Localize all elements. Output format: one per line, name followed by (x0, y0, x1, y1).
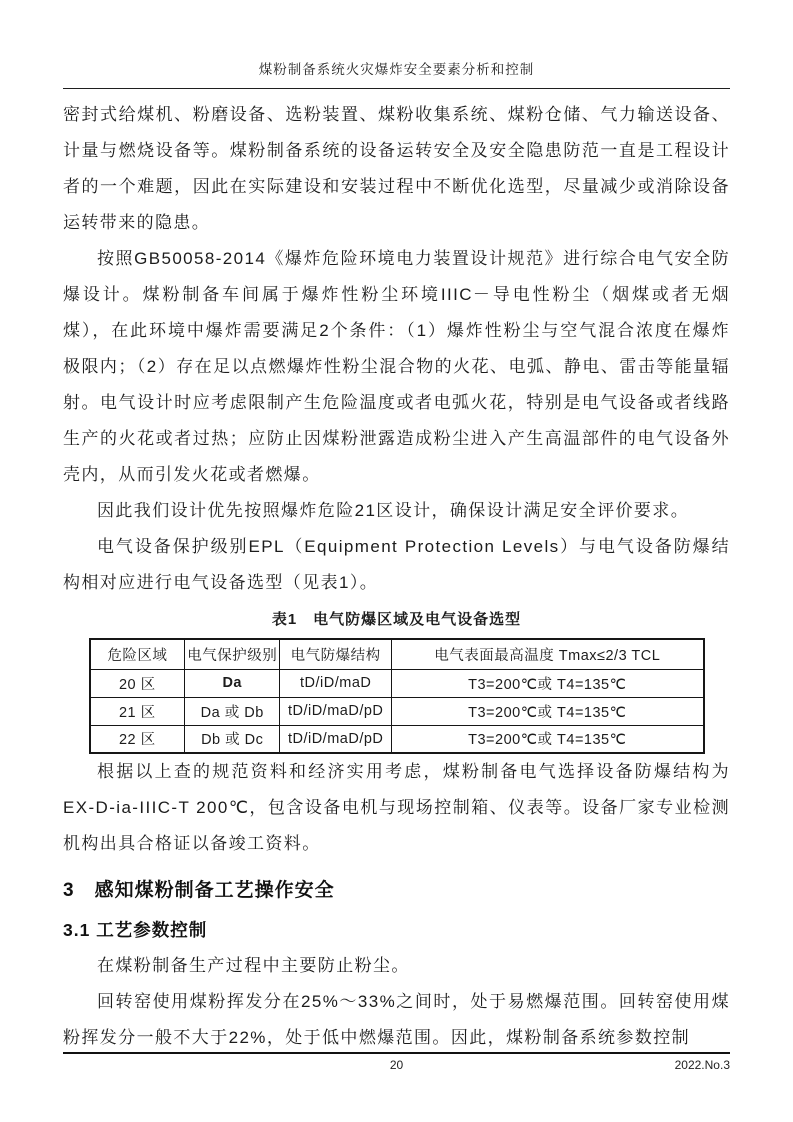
paragraph-gb50058: 按照GB50058-2014《爆炸危险环境电力装置设计规范》进行综合电气安全防爆设计。煤粉制备车间属于爆炸性粉尘环境IIIC－导电性粉尘（烟煤或者无烟煤），在此环境中爆炸需要满足2个条件：（1）爆炸性粉尘与空气混合浓度在爆炸极限内；（2）存在足以点燃爆炸性粉尘混合物的火花、电弧、静电、雷击等能量辐射。电气设计时应考虑限制产生危险温度或者电弧火花，特别是电气设备或者线路生产的火花或者过热；应防止因煤粉泄露造成粉尘进入产生高温部件的电气设备外壳内，从而引发火花或者燃爆。 (63, 249, 730, 484)
paragraph-dust: 在煤粉制备生产过程中主要防止粉尘。 (97, 956, 410, 975)
table-head (90, 639, 704, 669)
body-text (63, 97, 730, 1056)
paragraph-exd: 根据以上查的规范资料和经济实用考虑，煤粉制备电气选择设备防爆结构为EX-D-ia-IIIC-T 200℃，包含设备电机与现场控制箱、仪表等。设备厂家专业检测机构出具合格证以备竣工资料。 (63, 762, 730, 853)
table-header-cell: 电气表面最高温度 Tmax≤2/3 TCL (392, 639, 704, 669)
table-row (90, 697, 704, 725)
page-footer (63, 1052, 730, 1072)
table-header-cell: 电气防爆结构 (280, 639, 392, 669)
subsection-heading-3-1: 3.1 工艺参数控制 (63, 920, 208, 940)
paragraph-continued: 密封式给煤机、粉磨设备、选粉装置、煤粉收集系统、煤粉仓储、气力输送设备、计量与燃烧设备等。煤粉制备系统的设备运转安全及安全隐患防范一直是工程设计者的一个难题，因此在实际建设和安装过程中不断优化选型，尽量减少或消除设备运转带来的隐患。 (63, 105, 730, 232)
table-cell: T3=200℃或 T4=135℃ (392, 697, 704, 725)
paragraph-epl: 电气设备保护级别EPL（Equipment Protection Levels）与电气设备防爆结构相对应进行电气设备选型（见表1）。 (63, 537, 730, 592)
table-cell: tD/iD/maD (280, 669, 392, 697)
table-cell: tD/iD/maD/pD (280, 725, 392, 753)
page-number: 20 (389, 1058, 404, 1072)
running-head-title: 煤粉制备系统火灾爆炸安全要素分析和控制 (258, 62, 535, 77)
issue-label: 2022.No.3 (674, 1058, 730, 1072)
table-cell: tD/iD/maD/pD (280, 697, 392, 725)
table-body (90, 669, 704, 753)
section-heading-3: 3 感知煤粉制备工艺操作安全 (63, 880, 335, 901)
table-header-cell: 危险区域 (90, 639, 185, 669)
table-cell: 20 区 (90, 669, 185, 697)
header-rule (63, 88, 730, 89)
explosion-protection-selection-table (89, 638, 705, 754)
table-header-cell: 电气保护级别 (185, 639, 280, 669)
table-row (90, 725, 704, 753)
table-row (90, 669, 704, 697)
table-cell: Da (185, 669, 280, 697)
table-cell: 22 区 (90, 725, 185, 753)
table-caption: 表1 电气防爆区域及电气设备选型 (271, 611, 522, 628)
table-cell: Da 或 Db (185, 697, 280, 725)
table-header-row (90, 639, 704, 669)
table-cell: Db 或 Dc (185, 725, 280, 753)
table-cell: T3=200℃或 T4=135℃ (392, 669, 704, 697)
paragraph-volatile: 回转窑使用煤粉挥发分在25%～33%之间时，处于易燃爆范围。回转窑使用煤粉挥发分一般不大于22%，处于低中燃爆范围。因此，煤粉制备系统参数控制 (63, 992, 730, 1047)
table-cell: T3=200℃或 T4=135℃ (392, 725, 704, 753)
table-cell: 21 区 (90, 697, 185, 725)
paragraph-zone21: 因此我们设计优先按照爆炸危险21区设计，确保设计满足安全评价要求。 (97, 501, 690, 520)
